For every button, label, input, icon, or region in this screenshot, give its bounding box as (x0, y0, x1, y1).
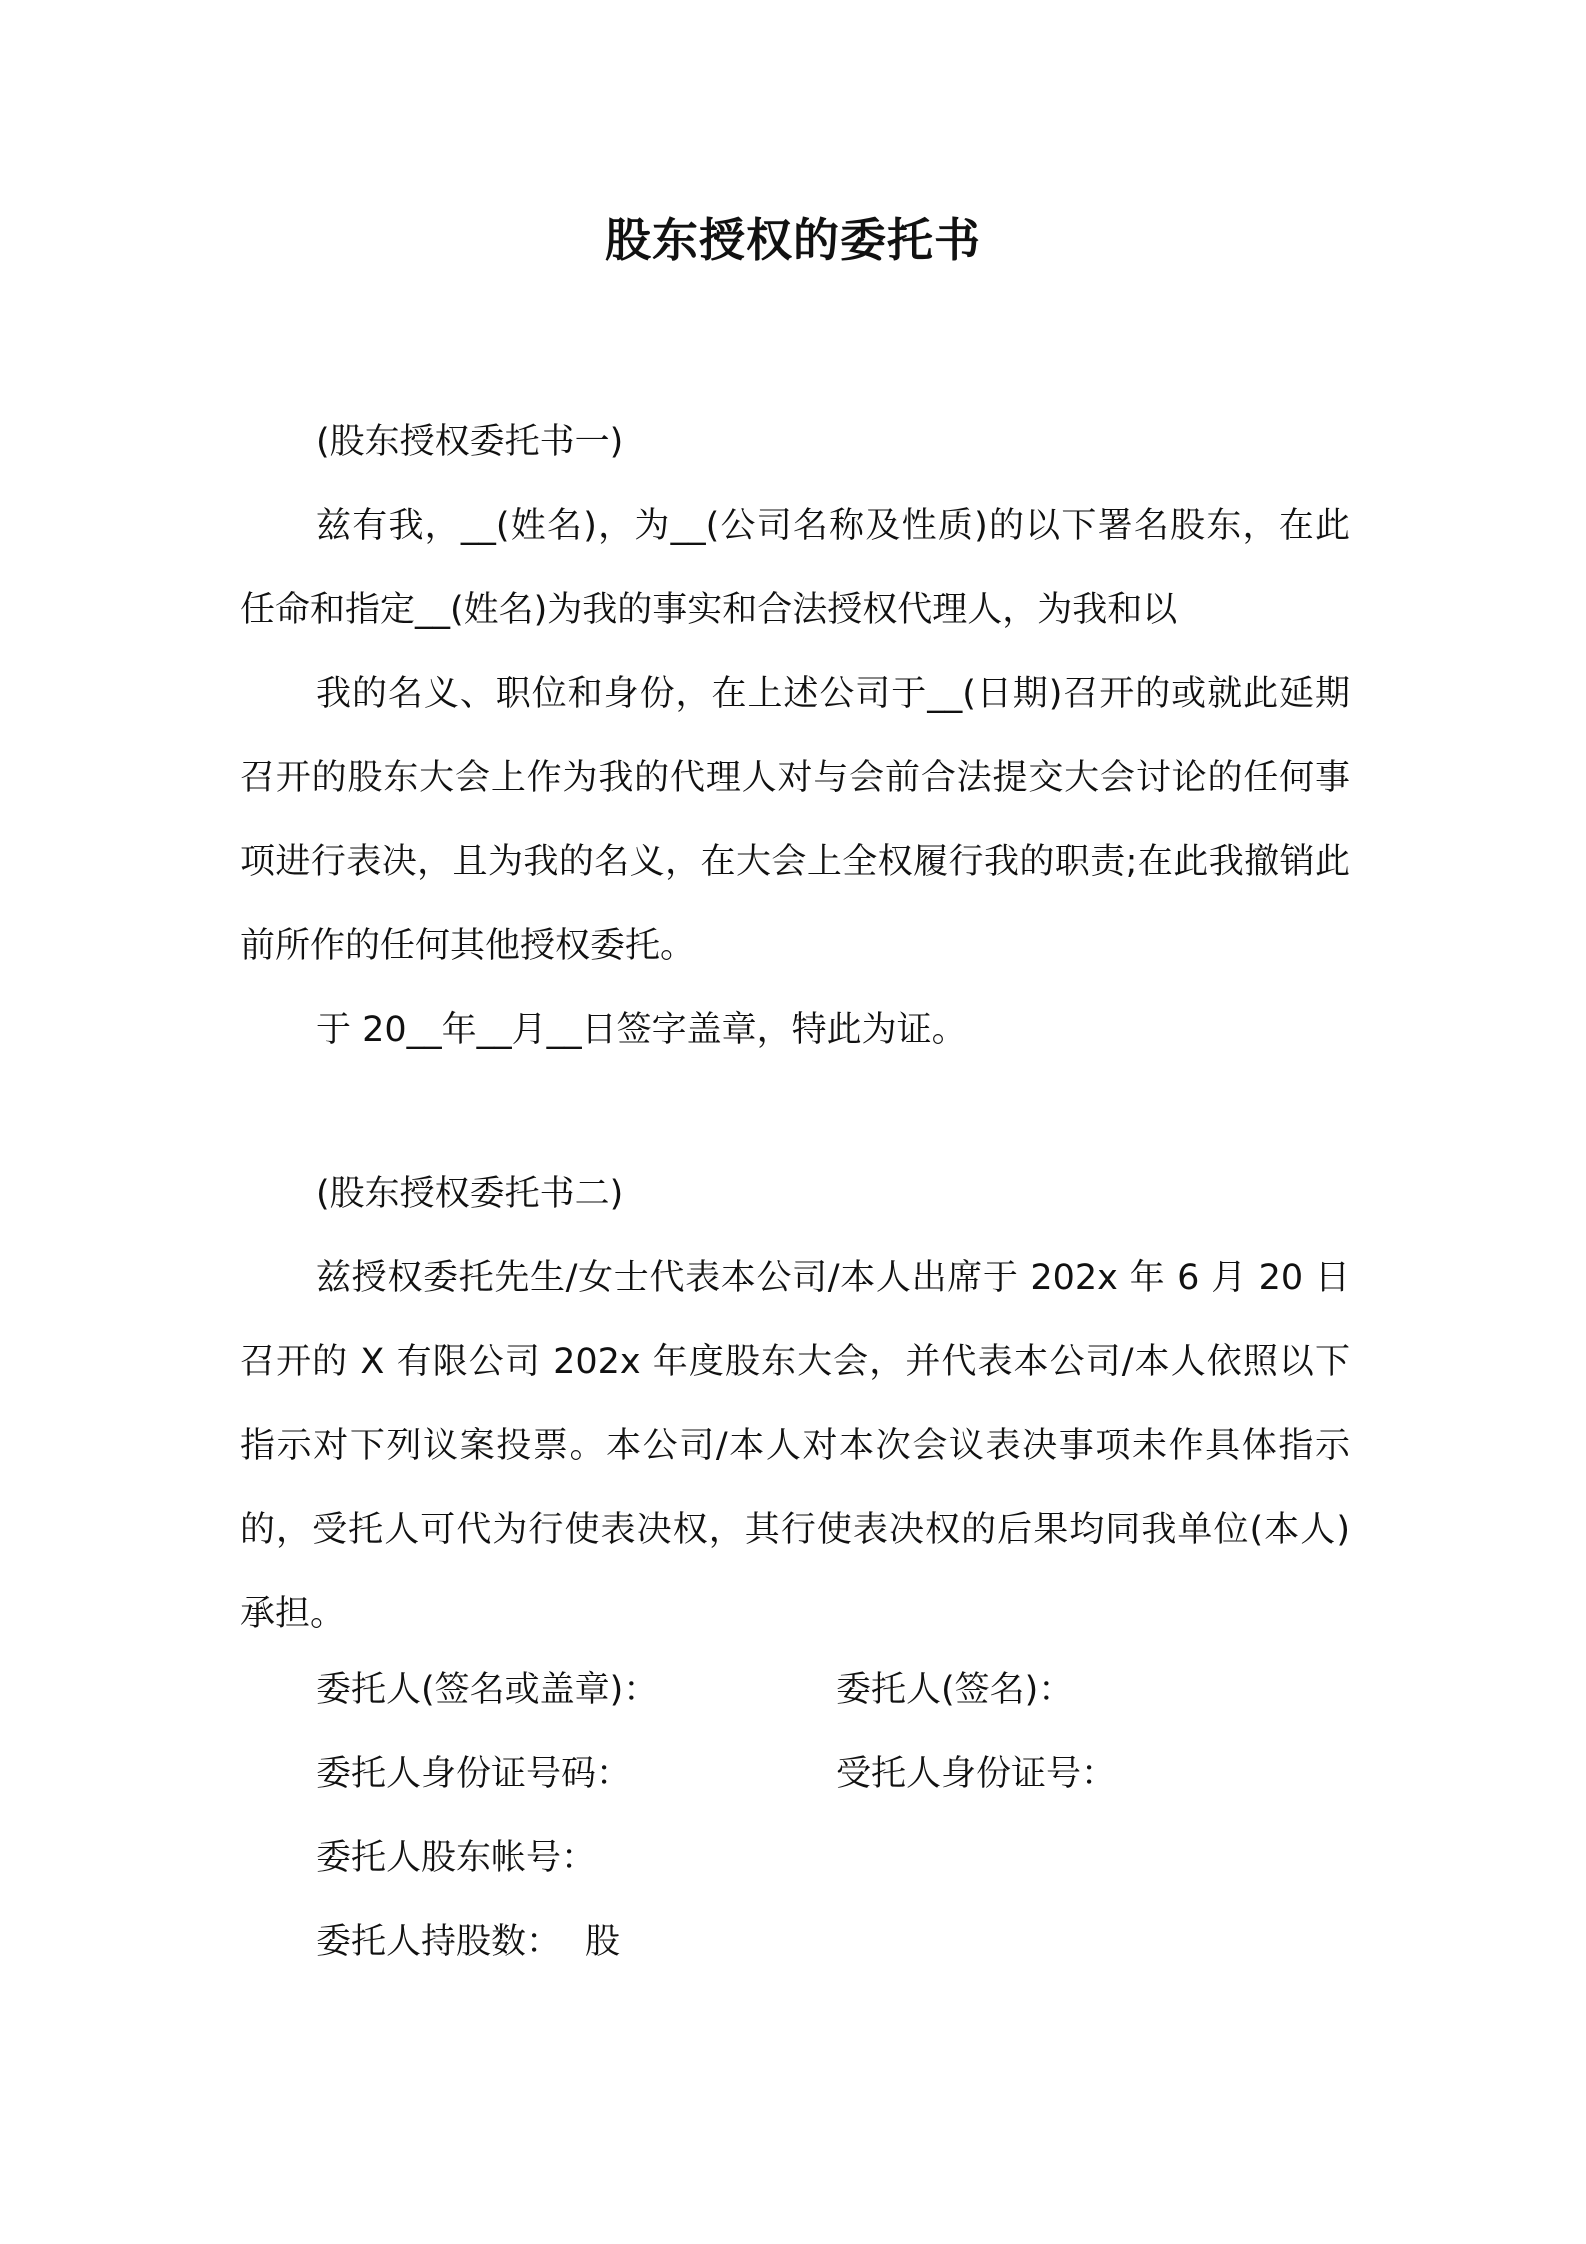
section-2 (240, 1152, 1350, 1656)
principal-sign-label: 委托人(签名或盖章)： (316, 1670, 659, 1710)
agent-id-label: 受托人身份证号： (836, 1754, 1117, 1794)
section-1-para-1: 兹有我，__(姓名)，为__(公司名称及性质)的以下署名股东，在此任命和指定__(姓名)为我的事实和合法授权代理人，为我和以 (240, 506, 1350, 630)
section-2-para-1: 兹授权委托先生/女士代表本公司/本人出席于 202x 年 6 月 20 日召开的 X 有限公司 202x 年度股东大会，并代表本公司/本人依照以下指示对下列议案投票。本公司/本人对本次会议表决事项未作具体指示的，受托人可代为行使表决权，其行使表决权的后果均同我单位(本人)承担。 (240, 1258, 1350, 1634)
principal-id-label: 委托人身份证号码： (316, 1754, 632, 1794)
signature-row-1 (316, 1648, 1073, 1732)
shares-label: 委托人持股数： (316, 1922, 562, 1962)
section-1 (240, 400, 1350, 1072)
section-1-para-2: 我的名义、职位和身份，在上述公司于__(日期)召开的或就此延期召开的股东大会上作为我的代理人对与会前合法提交大会讨论的任何事项进行表决，且为我的名义，在大会上全权履行我的职责;在此我撤销此前所作的任何其他授权委托。 (240, 674, 1350, 966)
signature-row-4 (316, 1900, 620, 1984)
section-2-heading: (股东授权委托书二) (316, 1174, 624, 1214)
agent-sign-label: 委托人(签名)： (836, 1670, 1074, 1710)
shares-unit: 股 (585, 1922, 621, 1962)
document-title: 股东授权的委托书 (605, 213, 981, 267)
signature-row-2 (316, 1732, 1116, 1816)
section-1-para-3: 于 20__年__月__日签字盖章，特此为证。 (316, 1010, 967, 1050)
section-1-heading: (股东授权委托书一) (316, 422, 624, 462)
signature-row-3 (316, 1816, 596, 1900)
account-label: 委托人股东帐号： (316, 1838, 597, 1878)
